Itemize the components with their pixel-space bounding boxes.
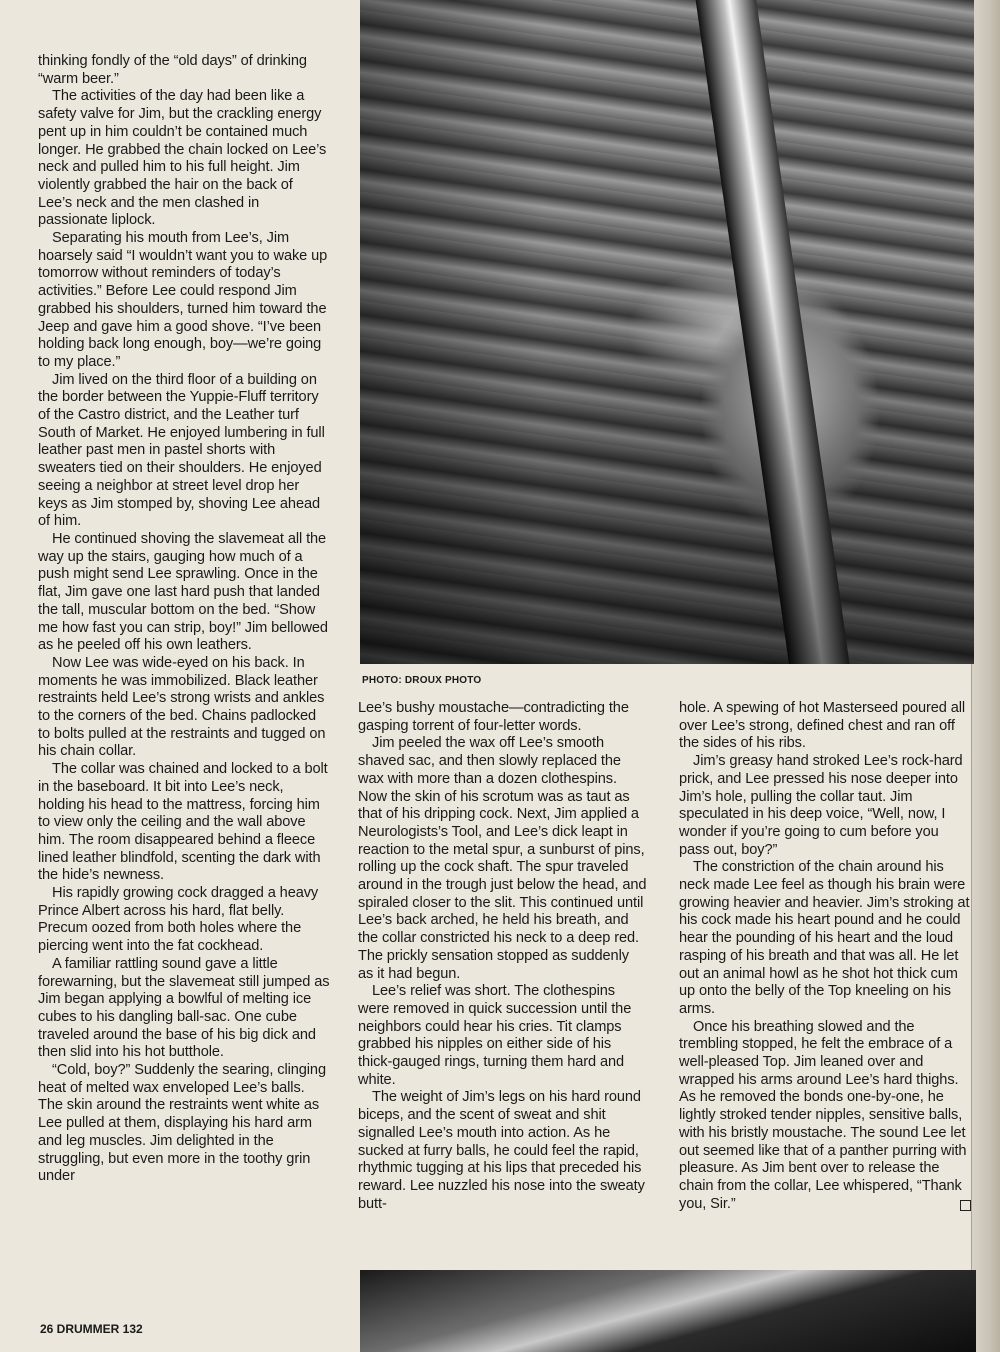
end-mark-icon	[960, 1200, 971, 1211]
column-1	[38, 53, 330, 1186]
paragraph: Jim lived on the third floor of a building on the border between the Yuppie-Fluff territory of the Castro district, and the Leather turf South of Market. He enjoyed lumbering in full leather past men in pastel shorts with sweaters tied on their shoulders. He enjoyed seeing a neighbor at street level drop her keys as Jim stomped by, shoving Lee ahead of him.	[38, 371, 325, 530]
paragraph-final	[679, 1019, 971, 1214]
paragraph: His rapidly growing cock dragged a heavy Prince Albert across his hard, flat belly. Precum oozed from both holes where the piercing went into the fat cockhead.	[38, 885, 319, 955]
final-text: Once his breathing slowed and the trembling stopped, he felt the embrace of a well-pleased Top. Jim leaned over and wrapped his arms around Lee’s hard thighs. As he removed the bonds one-by-one, he lightly stroked tender nipples, sensitive balls, with his bristly moustache. The sound Lee let out seemed like that of a panther purring with pleasure. As Jim bent over to release the chain from the collar, Lee whispered, “Thank you, Sir.”	[679, 1018, 967, 1212]
paragraph: The constriction of the chain around his neck made Lee feel as though his brain were growing heavier and heavier. Jim’s stroking at his cock made his heart pound and he could hear the pounding of his heart and the loud rasping of his breath and that was all. He let out an animal howl as he shot hot thick cum up onto the belly of the Top kneeling on his arms.	[679, 859, 970, 1017]
paragraph: “Cold, boy?” Suddenly the searing, clinging heat of melted wax enveloped Lee’s balls. The skin around the restraints went white as Lee pulled at them, displaying his hard arm and leg muscles. Jim delighted in the struggling, but even more in the toothy grin under	[38, 1062, 326, 1185]
paragraph: The collar was chained and locked to a bolt in the baseboard. It bit into Lee’s neck, holding his head to the mattress, forcing him to view only the ceiling and the wall above him. The room disappeared behind a fleece lined leather blindfold, scenting the dark with the hide’s newness.	[38, 761, 328, 884]
paragraph: Jim’s greasy hand stroked Lee’s rock-hard prick, and Lee pressed his nose deeper into Jim’s hole, pulling the collar taut. Jim speculated in his deep voice, “Well, now, I wonder if you’re going to cum before you pass out, boy?”	[679, 753, 963, 858]
photo-credit: PHOTO: DROUX PHOTO	[362, 675, 482, 686]
page-edge	[971, 0, 1000, 1352]
bottom-photo	[360, 1270, 976, 1352]
paragraph: A familiar rattling sound gave a little forewarning, but the slavemeat still jumped as Jim began applying a bowlful of melting ice cubes to his dangling ball-sac. One cube traveled around the base of his big dick and then slid into his hot butthole.	[38, 955, 330, 1061]
photo-shade	[360, 0, 974, 664]
paragraph: The activities of the day had been like a safety valve for Jim, but the crackling energy pent up in him couldn’t be contained much longer. He grabbed the chain locked on Lee’s neck and pulled him to his full height. Jim violently grabbed the hair on the back of Lee’s neck and the men clashed in passionate liplock.	[38, 88, 327, 229]
paragraph: The weight of Jim’s legs on his hard round biceps, and the scent of sweat and shit signalled Lee’s mouth into action. As he sucked at furry balls, he could feel the rapid, rhythmic tugging at his lips that preceded his reward. Lee nuzzled his nose into the sweaty butt-	[358, 1089, 645, 1212]
paragraph: He continued shoving the slavemeat all the way up the stairs, gauging how much of a push might send Lee sprawling. Once in the flat, Jim gave one last hard push that landed the tall, muscular bottom on the bed. “Show me how fast you can strip, boy!” Jim bellowed as he peeled off his own leathers.	[38, 530, 328, 654]
paragraph: Lee’s bushy moustache—contradicting the gasping torrent of four-letter words.	[358, 700, 629, 734]
paragraph: thinking fondly of the “old days” of drinking “warm beer.”	[38, 53, 307, 87]
paragraph: Separating his mouth from Lee’s, Jim hoarsely said “I wouldn’t want you to wake up tomorrow without reminders of today’s activities.” Before Lee could respond Jim grabbed his shoulders, turned him toward the Jeep and gave him a good shove. “I’ve been holding back long enough, boy—we’re going to my place.”	[38, 230, 328, 370]
paragraph: Lee’s relief was short. The clothespins were removed in quick succession until the neighbors could hear his cries. Tit clamps grabbed his nipples on either side of his thick-gauged rings, turning them hard and white.	[358, 983, 632, 1088]
column-2	[358, 700, 648, 1213]
railroad-photo	[360, 0, 974, 664]
paragraph: Now Lee was wide-eyed on his back. In moments he was immobilized. Black leather restraints held Lee’s strong wrists and ankles to the corners of the bed. Chains padlocked to bolts pulled at the restraints and tugged on his chain collar.	[38, 654, 326, 760]
page-folio: 26 DRUMMER 132	[40, 1322, 143, 1336]
paragraph: Jim peeled the wax off Lee’s smooth shaved sac, and then slowly replaced the wax with more than a dozen clothespins. Now the skin of his scrotum was as taut as that of his dripping cock. Next, Jim applied a Neurologists’s Tool, and Lee’s dick leapt in reaction to the metal spur, a sunburst of pins, rolling up the cock shaft. The spur traveled around in the trough just below the head, and spiraled closer to the slit. This continued until Lee’s back arched, he held his breath, and the collar constricted his neck to a deep red. The prickly sensation stopped as suddenly as it had begun.	[358, 735, 647, 982]
column-3	[679, 700, 971, 1213]
paragraph: hole. A spewing of hot Masterseed poured all over Lee’s strong, defined chest and ran off the sides of his ribs.	[679, 700, 966, 752]
